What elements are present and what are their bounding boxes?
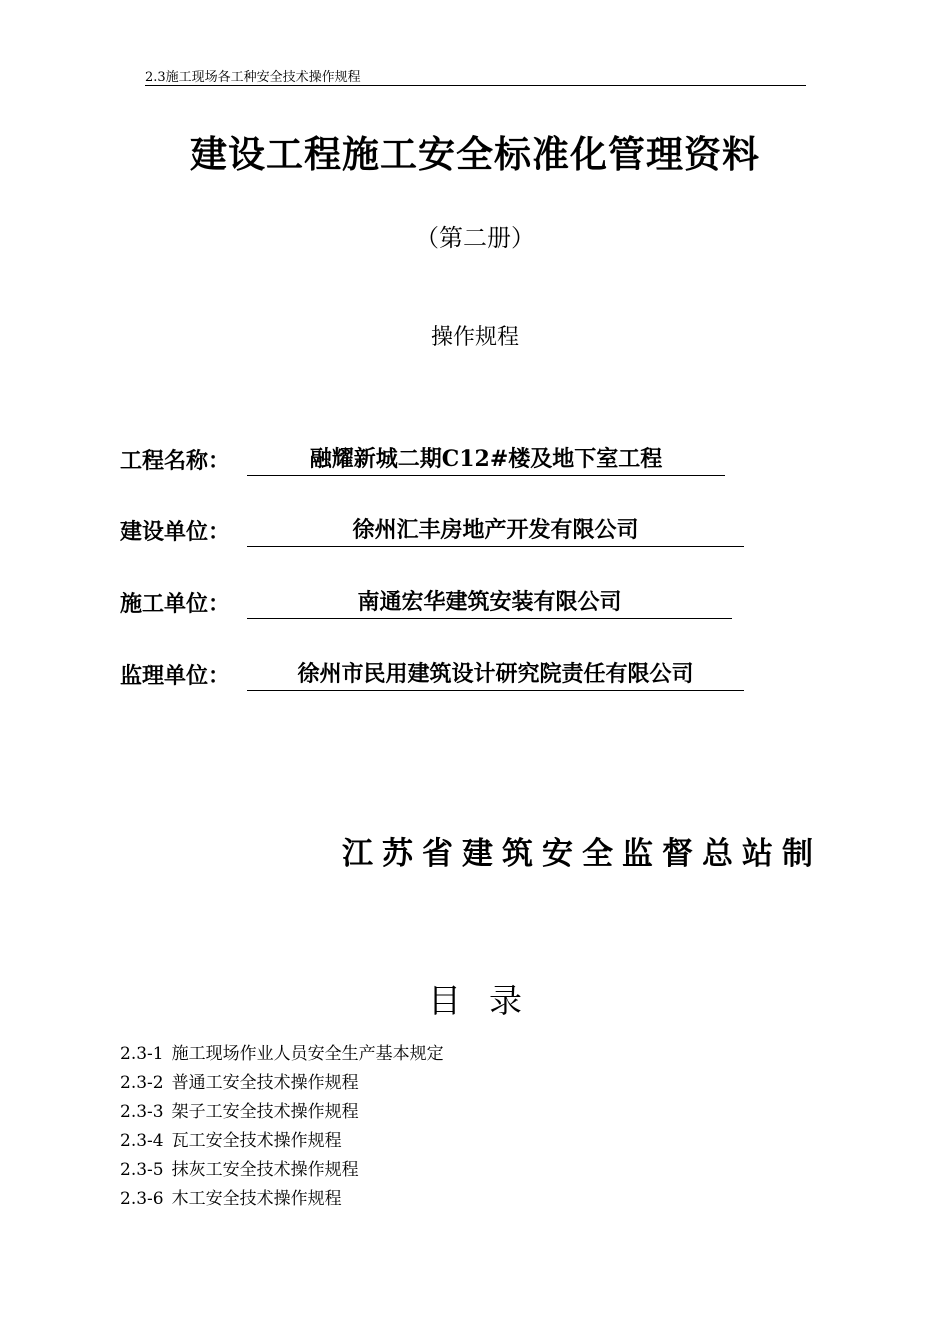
volume-label: （第二册） <box>415 224 535 252</box>
issuing-organization: 江苏省建筑安全监督总站制 <box>342 836 822 872</box>
toc-item[interactable] <box>120 1185 444 1214</box>
toc-item-number: 2.3-5 <box>120 1160 164 1180</box>
toc-item[interactable] <box>120 1127 444 1156</box>
field-label: 监理单位： <box>120 664 231 689</box>
page-header: 2.3施工现场各工种安全技术操作规程 <box>145 70 361 85</box>
toc-item-text: 抹灰工安全技术操作规程 <box>171 1160 359 1180</box>
toc-item[interactable] <box>120 1069 444 1098</box>
toc-item-text: 施工现场作业人员安全生产基本规定 <box>171 1044 444 1064</box>
document-subtitle: 操作规程 <box>430 325 519 350</box>
toc-title: 目录 <box>428 981 550 1020</box>
document-title: 建设工程施工安全标准化管理资料 <box>190 133 760 176</box>
toc-item-number: 2.3-2 <box>120 1073 164 1093</box>
toc-item-text: 瓦工安全技术操作规程 <box>171 1131 342 1151</box>
field-value: 徐州市民用建筑设计研究院责任有限公司 <box>247 659 744 691</box>
toc-item-text: 架子工安全技术操作规程 <box>171 1102 359 1122</box>
field-value: 南通宏华建筑安装有限公司 <box>247 587 732 619</box>
field-value: 徐州汇丰房地产开发有限公司 <box>247 515 744 547</box>
field-label: 建设单位： <box>120 520 231 545</box>
field-value: 融耀新城二期C12#楼及地下室工程 <box>247 444 725 476</box>
toc-item-number: 2.3-1 <box>120 1044 164 1064</box>
field-label: 施工单位： <box>120 592 231 617</box>
toc-item[interactable] <box>120 1098 444 1127</box>
toc-item[interactable] <box>120 1156 444 1185</box>
field-label: 工程名称： <box>120 449 231 474</box>
toc-item-number: 2.3-3 <box>120 1102 164 1122</box>
toc-item-text: 木工安全技术操作规程 <box>171 1189 342 1209</box>
toc-item-text: 普通工安全技术操作规程 <box>171 1073 359 1093</box>
toc-item-number: 2.3-4 <box>120 1131 164 1151</box>
toc-item-number: 2.3-6 <box>120 1189 164 1209</box>
table-of-contents <box>120 1040 444 1214</box>
toc-item[interactable] <box>120 1040 444 1069</box>
header-rule <box>145 85 806 86</box>
